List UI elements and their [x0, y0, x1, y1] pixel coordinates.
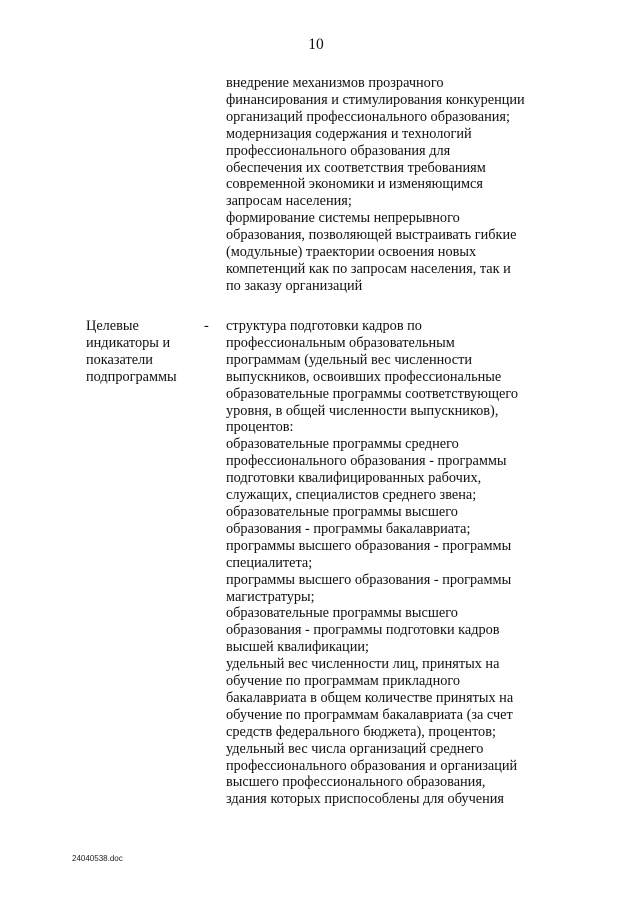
text-line: (модульные) траектории освоения новых: [226, 244, 477, 261]
text-line: высшего профессионального образования,: [226, 774, 486, 791]
text-line: образовательные программы высшего: [226, 503, 458, 520]
text-line: модернизация содержания и технологий: [226, 125, 472, 142]
document-filename: 24040538.doc: [72, 854, 123, 863]
label-line: индикаторы и: [86, 334, 171, 351]
label-line: показатели: [86, 351, 153, 368]
label-line: Целевые: [86, 318, 139, 334]
label-dash: -: [204, 318, 209, 334]
text-line: обучение по программам бакалавриата (за счет: [226, 706, 513, 723]
text-line: образовательные программы соответствующего: [226, 385, 519, 402]
label-line: подпрограммы: [86, 368, 177, 385]
text-line: образовательные программы среднего: [226, 436, 459, 453]
text-line: финансирования и стимулирования конкуренции: [226, 91, 525, 108]
text-line: организаций профессионального образования;: [226, 108, 510, 125]
text-line: обучение по программам прикладного: [226, 673, 461, 690]
text-line: компетенций как по запросам населения, так и: [226, 260, 511, 277]
text-line: профессионального образования для: [226, 142, 451, 159]
text-line: образования, позволяющей выстраивать гибкие: [226, 227, 517, 244]
text-line: профессионального образования и организаций: [226, 757, 518, 774]
text-line: средств федерального бюджета), процентов;: [226, 723, 496, 740]
indicators-text-block: [226, 318, 566, 808]
text-line: профессионального образования - программы: [226, 453, 507, 470]
section-label-target-indicators: [86, 318, 177, 386]
text-line: удельный вес численности лиц, принятых на: [226, 656, 500, 673]
text-line: образовательные программы высшего: [226, 605, 458, 622]
text-line: здания которых приспособлены для обучения: [226, 791, 504, 808]
text-line: служащих, специалистов среднего звена;: [226, 487, 477, 504]
text-line: удельный вес числа организаций среднего: [226, 740, 484, 757]
text-line: программы высшего образования - программы: [226, 571, 512, 588]
text-line: процентов:: [226, 419, 294, 436]
text-line: запросам населения;: [226, 193, 352, 210]
text-line: образования - программы подготовки кадров: [226, 622, 500, 639]
text-line: обеспечения их соответствия требованиям: [226, 159, 486, 176]
text-line: бакалавриата в общем количестве принятых на: [226, 689, 514, 706]
text-line: подготовки квалифицированных рабочих,: [226, 470, 482, 487]
text-line: выпускников, освоивших профессиональные: [226, 368, 502, 385]
text-line: магистратуры;: [226, 588, 315, 605]
goals-text-block: [226, 75, 566, 295]
text-line: уровня, в общей численности выпускников),: [226, 402, 499, 419]
text-line: внедрение механизмов прозрачного: [226, 75, 444, 91]
text-line: образования - программы бакалавриата;: [226, 520, 471, 537]
text-line: специалитета;: [226, 554, 313, 571]
text-line: по заказу организаций: [226, 277, 363, 294]
text-line: профессиональным образовательным: [226, 334, 455, 351]
page-number: 10: [308, 36, 324, 53]
text-line: современной экономики и изменяющимся: [226, 176, 483, 193]
text-line: высшей квалификации;: [226, 639, 369, 656]
text-line: формирование системы непрерывного: [226, 210, 460, 227]
text-line: структура подготовки кадров по: [226, 318, 422, 334]
text-line: программы высшего образования - программы: [226, 537, 512, 554]
text-line: программам (удельный вес численности: [226, 351, 473, 368]
